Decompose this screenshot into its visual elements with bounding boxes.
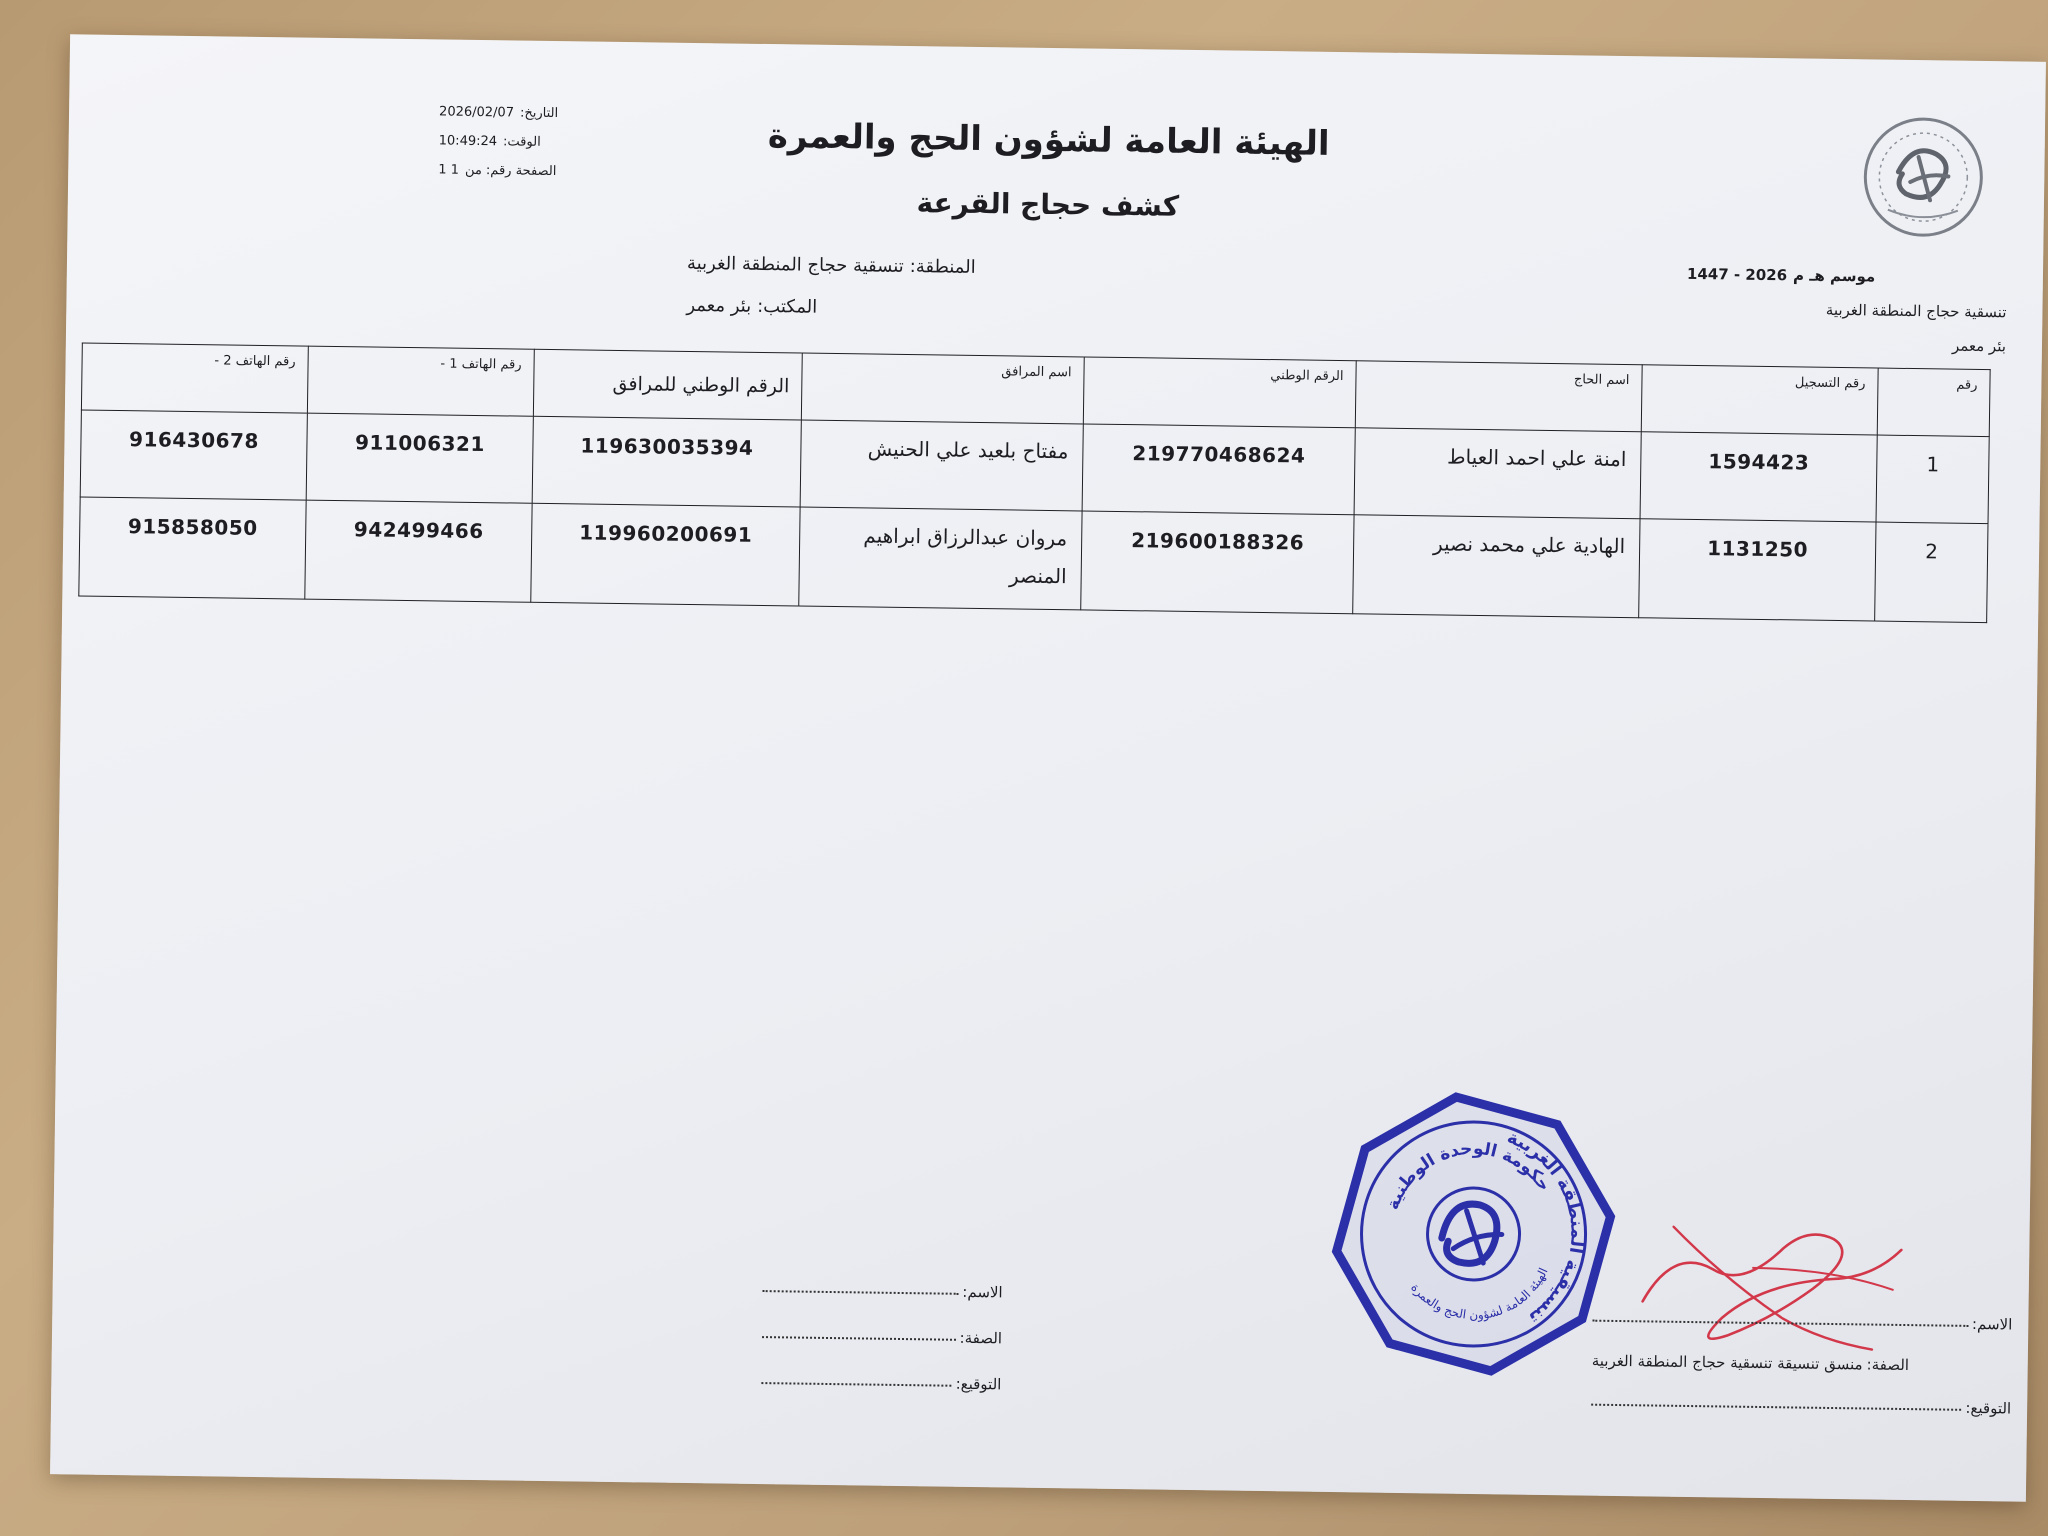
time-line	[438, 126, 628, 158]
signature-block-right	[1591, 1286, 2013, 1418]
cell-index: 2	[1875, 522, 1988, 623]
coordination-text: تنسقية حجاج المنطقة الغربية	[1825, 300, 2007, 322]
sign-row	[1591, 1370, 2012, 1418]
cell-companion-name: مفتاح بلعيد علي الحنيش	[800, 420, 1083, 511]
date-line	[439, 97, 629, 129]
page-label: الصفحة رقم: من	[464, 162, 557, 180]
sign-line	[1591, 1404, 1961, 1411]
time-value: 10:49:24	[438, 133, 498, 150]
stamp-top-text: حكومة الوحدة الوطنية	[1382, 1138, 1555, 1213]
role-label: الصفة:	[1866, 1355, 1910, 1375]
cell-national-id: 219600188326	[1081, 511, 1354, 614]
date-label: التاريخ:	[519, 105, 559, 122]
stamp-right-text: تنسيقية المنطقة الغربية	[1504, 1126, 1588, 1329]
name-line	[763, 1290, 959, 1295]
sign-row	[761, 1344, 1002, 1393]
cell-registration: 1131250	[1639, 519, 1876, 621]
name-label: الاسم:	[962, 1282, 1003, 1302]
header-companion-id: الرقم الوطني للمرافق	[533, 349, 802, 420]
document-page	[50, 34, 2046, 1501]
sub-title: كشف حجاج القرعة	[916, 186, 1180, 223]
cell-companion-name: مروان عبدالرزاق ابراهيم المنصر	[799, 507, 1082, 610]
region-label: المنطقة:	[909, 256, 976, 278]
cell-registration: 1594423	[1640, 432, 1877, 522]
cell-companion-id: 119630035394	[532, 416, 801, 507]
sign-line	[761, 1382, 951, 1387]
cell-pilgrim-name: امنة علي احمد العياط	[1354, 428, 1641, 519]
stamp-bottom-text: الهيئة العامة لشؤون الحج والعمرة	[1408, 1265, 1551, 1323]
header-pilgrim-name: اسم الحاج	[1355, 361, 1642, 432]
cell-pilgrim-name: الهادية علي محمد نصير	[1353, 515, 1640, 618]
office-value: بئر معمر	[686, 294, 752, 317]
role-label: الصفة:	[959, 1328, 1003, 1348]
cell-phone-2: 916430678	[80, 410, 307, 500]
role-row	[762, 1298, 1003, 1347]
page-line	[438, 155, 628, 187]
time-label: الوقت:	[502, 134, 541, 150]
sign-label: التوقيع:	[955, 1374, 1002, 1394]
cell-phone-1: 942499466	[305, 500, 532, 602]
right-info	[1686, 257, 2007, 363]
official-stamp	[1306, 1066, 1641, 1401]
name-line	[1592, 1320, 1968, 1327]
name-row	[1592, 1286, 2013, 1334]
season-label: موسم هـ م	[1792, 266, 1876, 286]
cell-national-id: 219770468624	[1082, 424, 1355, 515]
office-text: بئر معمر	[1951, 336, 2007, 356]
header-registration: رقم التسجيل	[1641, 365, 1878, 435]
region-value: تنسقية حجاج المنطقة الغربية	[686, 252, 904, 277]
date-value: 2026/02/07	[438, 104, 515, 121]
role-line	[762, 1336, 956, 1341]
page-value: 1 1	[438, 162, 460, 178]
hajj-logo-icon	[1857, 111, 1989, 243]
season-value: 2026 - 1447	[1686, 264, 1788, 285]
header-phone-2: رقم الهاتف 2 -	[81, 343, 308, 413]
region-line	[687, 253, 1247, 282]
name-label: الاسم:	[1971, 1314, 2013, 1334]
pilgrims-table	[78, 342, 1990, 623]
cell-index: 1	[1876, 435, 1989, 524]
office-line	[686, 295, 1186, 323]
main-title: الهيئة العامة لشؤون الحج والعمرة	[767, 116, 1330, 164]
header-index: رقم	[1877, 368, 1990, 437]
cell-phone-2: 915858050	[79, 497, 306, 599]
name-row	[763, 1252, 1004, 1301]
role-row	[1592, 1328, 2013, 1376]
office-label: المكتب:	[757, 295, 818, 318]
role-value: منسق تنسيقة تنسقية حجاج المنطقة الغربية	[1591, 1351, 1863, 1374]
sign-label: التوقيع:	[1965, 1398, 2012, 1418]
header-national-id: الرقم الوطني	[1083, 357, 1356, 428]
season-line	[1687, 257, 2007, 295]
meta-block	[438, 97, 629, 187]
header-companion-name: اسم المرافق	[801, 353, 1084, 424]
signature-block-left	[761, 1252, 1003, 1393]
header-phone-1: رقم الهاتف 1 -	[307, 346, 534, 416]
cell-phone-1: 911006321	[306, 413, 533, 503]
cell-companion-id: 119960200691	[531, 503, 800, 606]
